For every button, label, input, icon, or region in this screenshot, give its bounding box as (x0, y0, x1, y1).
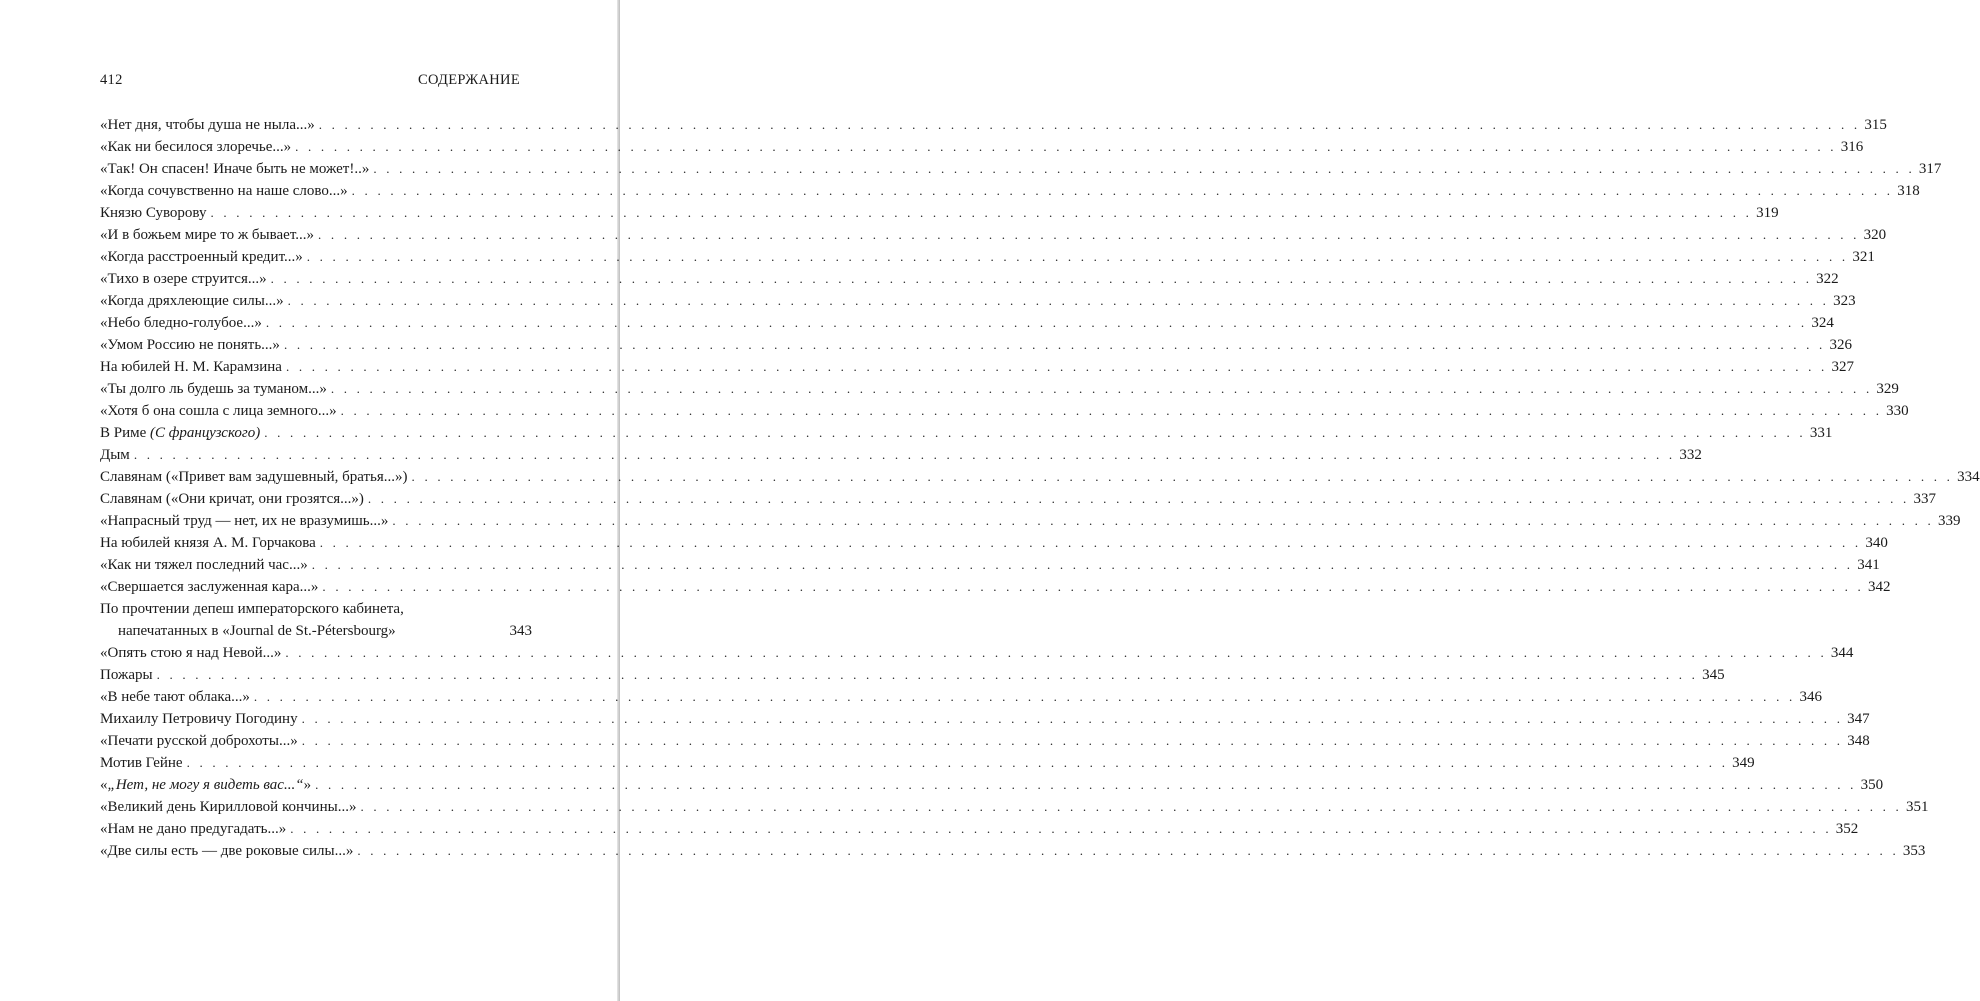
dot-leader: . . . . . . . . . . . . . . . . . . . . . . . . . . . . . . . . . . . . . . . . . . . . . . . . . . . . . . . . . . . . . . . . . . . . . . . . . . . . . . . . . . . . . . . . . . . . . . . . . . . . . . . . . . . . . . . . . . . . . . . . (392, 513, 1934, 528)
dot-leader: . . . . . . . . . . . . . . . . . . . . . . . . . . . . . . . . . . . . . . . . . . . . . . . . . . . . . . . . . . . . . . . . . . . . . . . . . . . . . . . . . . . . . . . . . . . . . . . . . . . . . . . . . . . . . . . . . . . . . . . . (306, 249, 1849, 264)
dot-leader: . . . . . . . . . . . . . . . . . . . . . . . . . . . . . . . . . . . . . . . . . . . . . . . . . . . . . . . . . . . . . . . . . . . . . . . . . . . . . . . . . . . . . . . . . . . . . . . . . . . . . . . . . . . . . . . . . . . . . . . . (322, 579, 1864, 594)
toc-entry (100, 532, 1888, 554)
toc-entry (100, 444, 1702, 466)
toc-entry-title (100, 510, 388, 532)
toc-entry-title (100, 224, 314, 246)
dot-leader: . . . . . . . . . . . . . . . . . . . . . . . . . . . . . . . . . . . . . . . . . . . . . . . . . . . . . . . . . . . . . . . . . . . . . . . . . . . . . . . . . . . . . . . . . . . . . . . . . . . . . . . . . . . . . . . . . . . . . . . . (318, 227, 1860, 242)
dot-leader: . . . . . . . . . . . . . . . . . . . . . . . . . . . . . . . . . . . . . . . . . . . . . . . . . . . . . . . . . . . . . . . . . . . . . . . . . . . . . . . . . . . . . . . . . . . . . . . . . . . . . . . . . . . . . . . . . . . . . . . . (285, 645, 1827, 660)
toc-entry-title (100, 202, 207, 224)
dot-leader: . . . . . . . . . . . . . . . . . . . . . . . . . . . . . . . . . . . . . . . . . . . . . . . . . . . . . . . . . . . . . . . . . . . . . . . . . . . . . . . . . . . . . . . . . . . . . . . . . . . . . . . . . . . . . . . . . . . . . . . . (264, 425, 1806, 440)
toc-title-italic: (С французского) (150, 425, 261, 441)
toc-page-number: 353 (1902, 843, 1926, 859)
toc-entry (100, 158, 1942, 180)
toc-page-number: 330 (1886, 403, 1909, 419)
toc-entry-title (100, 576, 318, 598)
toc-entry (100, 378, 1899, 400)
toc-page-number: 323 (1833, 293, 1856, 309)
dot-leader: . . . . . . . . . . . . . . . . . . . . . . . . . . . . . . . . . . . . . . . . . . . . . . . . . . . . . . . . . . . . . . . . . . . . . . . . . . . . . . . . . . . . . . . . . . . . . . . . . . . . . . . . . . . . . . . . . . . . . . . . (411, 469, 1954, 484)
toc-title-text: Дым (100, 447, 130, 463)
toc-title-text: «Так! Он спасен! Иначе быть не может!..» (100, 161, 370, 177)
dot-leader: . . . . . . . . . . . . . . . . . . . . . . . . . . . . . . . . . . . . . . . . . . . . . . . . . . . . . . . . . . . . . . . . . . . . . . . . . . . . . . . . . . . . . . . . . . . . . . . . . . . . . . . . . . . . . . . . . . . . . . . . (210, 205, 1753, 220)
toc-title-text: «Две силы есть — две роковые силы...» (100, 843, 354, 859)
toc-entry-title (100, 598, 404, 620)
dot-leader: . . . . . . . . . . . . . . . . . . . . . . . . . . . . . . . . . . . . . . . . . . . . . . . . . . . . . . . . . . . . . . . . . . . . . . . . . . . . . . . . . . . . . . . . . . . . . . . . . . . . . . . . . . . . . . . . . . . . . . . . (340, 403, 1883, 418)
dot-leader: . . . . . . . . . . . . . . . . . . . . . . . . . . . . . . . . . . . . . . . . . . . . . . . . . . . . . . . . . . . . . . . . . . . . . . . . . . . . . . . . . . . . . . . . . . . . . . . . . . . . . . . . . . . . . . . . . . . . . . . . (290, 821, 1832, 836)
toc-title-suffix: » (303, 777, 312, 793)
toc-entry-title (100, 334, 280, 356)
toc-page-number: 327 (1831, 359, 1855, 375)
toc-title-text: «Нам не дано предугадать...» (100, 821, 287, 837)
toc-page-number: 351 (1906, 799, 1929, 815)
toc-entry-title (100, 378, 327, 400)
toc-entry-title (100, 730, 298, 752)
toc-title-text: Князю Суворову (100, 205, 207, 221)
toc-entry (100, 774, 1884, 796)
toc-page-number: 316 (1840, 139, 1864, 155)
toc-entry-title (100, 268, 267, 290)
toc-entry (100, 136, 1864, 158)
toc-entry-title (100, 796, 356, 818)
toc-title-text: «Напрасный труд — нет, их не вразумишь...» (100, 513, 389, 529)
dot-leader: . . . . . . . . . . . . . . . . . . . . . . . . . . . . . . . . . . . . . . . . . . . . . . . . . . . . . . . . . . . . . . . . . . . . . . . . . . . . . . . . . . . . . . . . . . . . . . . . . . . . . . . . . . . . . . . . . . . . . . . . (253, 689, 1796, 704)
toc-entry (100, 576, 1891, 598)
toc-title-text: «Ты долго ль будешь за туманом...» (100, 381, 327, 397)
toc-page-number: 339 (1937, 513, 1961, 529)
dot-leader: . . . . . . . . . . . . . . . . . . . . . . . . . . . . . . . . . . . . . . . . . . . . . . . . . . . . . . . . . . . . . . . . . . . . . . . . . . . . . . . . . . . . . . . . . . . . . . . . . . . . . . . . . . . . . . . . . . . . . . . . (287, 293, 1830, 308)
toc-entry-title (100, 400, 337, 422)
toc-title-text: Славянам («Они кричат, они грозятся...») (100, 491, 364, 507)
toc-entry-title (100, 840, 353, 862)
toc-title-text: Михаилу Петровичу Погодину (100, 711, 298, 727)
toc-entry (100, 180, 1920, 202)
dot-leader: . . . . . . . . . . . . . . . . . . . . . . . . . . . . . . . . . . . . . . . . . . . . . . . . . . . . . . . . . . . . . . . . . . . . . . . . . . . . . . . . . . . . . . . . . . . . . . . . . . . . . . . . . . . . . . . . . . . . . . . . (265, 315, 1808, 330)
toc-entry-title (100, 642, 281, 664)
dot-leader: . . . . . . . . . . . . . . . . . . . . . . . . . . . . . . . . . . . . . . . . . . . . . . . . . . . . . . . . . . . . . . . . . . . . . . . . . . . . . . . . . . . . . . . . . . . . . . . . . . . . . . . . . . . . . . . . . . . . . . . . (283, 337, 1826, 352)
toc-page-number: 326 (1829, 337, 1852, 353)
toc-entry-title (100, 774, 311, 796)
toc-page-number: 349 (1732, 755, 1755, 771)
toc-entry (100, 730, 1870, 752)
toc-entry-continuation (100, 620, 532, 642)
toc-entry-title (100, 246, 303, 268)
toc-entry-title (100, 180, 348, 202)
toc-entry (100, 796, 1929, 818)
toc-entry (100, 554, 1880, 576)
toc-entry-title (100, 752, 183, 774)
toc-title-text: «Умом Россию не понять...» (100, 337, 280, 353)
toc-entry (100, 752, 1755, 774)
toc-entry (100, 598, 532, 620)
dot-leader: . . . . . . . . . . . . . . . . . . . . . . . . . . . . . . . . . . . . . . . . . . . . . . . . . . . . . . . . . . . . . . . . . . . . . . . . . . . . . . . . . . . . . . . . . . . . . . . . . . . . . . . . . . . . . . . . . . . . . . . . (301, 733, 1844, 748)
dot-leader: . . . . . . . . . . . . . . . . . . . . . . . . . . . . . . . . . . . . . . . . . . . . . . . . . . . . . . . . . . . . . . . . . . . . . . . . . . . . . . . . . . . . . . . . . . . . . . . . . . . . . . . . . . . . . . . . . . . . . . . . (295, 139, 1837, 154)
toc-title-text: «Свершается заслуженная кара...» (100, 579, 319, 595)
toc-entry (100, 488, 1936, 510)
dot-leader: . . . . . . . . . . . . . . . . . . . . . . . . . . . . . . . . . . . . . . . . . . . . . . . . . . . . . . . . . . . . . . . . . . . . . . . . . . . . . . . . . . . . . . . . . . . . . . . . . . . . . . . . . . . . . . . . . . . . . . . . (330, 381, 1873, 396)
dot-leader: . . . . . . . . . . . . . . . . . . . . . . . . . . . . . . . . . . . . . . . . . . . . . . . . . . . . . . . . . . . . . . . . . . . . . . . . . . . . . . . . . . . . . . . . . . . . . . . . . . . . . . . . . . . . . . . . . . . . . . . . (311, 557, 1854, 572)
dot-leader: . . . . . . . . . . . . . . . . . . . . . . . . . . . . . . . . . . . . . . . . . . . . . . . . . . . . . . . . . . . . . . . . . . . . . . . . . . . . . . . . . . . . . . . . . . . . . . . . . . . . . . . . . . . . . . . . . . . . . . . . (351, 183, 1894, 198)
toc-entry (100, 840, 1926, 862)
toc-entry-title (100, 444, 130, 466)
toc-page-number: 342 (1867, 579, 1891, 595)
dot-leader: . . . . . . . . . . . . . . . . . . . . . . . . . . . . . . . . . . . . . . . . . . . . . . . . . . . . . . . . . . . . . . . . . . . . . . . . . . . . . . . . . . . . . . . . . . . . . . . . . . . . . . . . . . . . . . . . . . . . . . . . (319, 535, 1862, 550)
toc-entry (100, 312, 1834, 334)
toc-entry-title (100, 312, 262, 334)
running-header (100, 72, 520, 89)
toc-title-text: На юбилей Н. М. Карамзина (100, 359, 282, 375)
toc-entry-title (100, 356, 282, 378)
toc-page-number: 332 (1679, 447, 1702, 463)
toc-title-text: «И в божьем мире то ж бывает...» (100, 227, 315, 243)
toc-page-number: 341 (1857, 557, 1880, 573)
toc-page-number: 345 (1702, 667, 1725, 683)
toc-page-number: 315 (1864, 117, 1887, 133)
dot-leader: . . . . . . . . . . . . . . . . . . . . . . . . . . . . . . . . . . . . . . . . . . . . . . . . . . . . . . . . . . . . . . . . . . . . . . . . . . . . . . . . . . . . . . . . . . . . . . . . . . . . . . . . . . . . . . . . . . . . . . . . (318, 117, 1861, 132)
toc-entry (100, 290, 1856, 312)
toc-entry (100, 202, 1779, 224)
toc-page-number: 343 (509, 623, 532, 639)
toc-entry (100, 268, 1839, 290)
toc-entry-title (100, 290, 284, 312)
toc-entry (100, 400, 1909, 422)
toc-entry (100, 708, 1870, 730)
toc-entry (100, 114, 1887, 136)
toc-page-number: 318 (1897, 183, 1920, 199)
page-number: 412 (100, 72, 123, 88)
toc-page-number: 334 (1957, 469, 1980, 485)
toc-title-text: « (100, 777, 108, 793)
toc-entry-title (100, 708, 298, 730)
toc-title-text: «Когда дряхлеющие силы...» (100, 293, 284, 309)
toc-entry-title (100, 136, 291, 158)
toc-entry-title (100, 532, 316, 554)
dot-leader: . . . . . . . . . . . . . . . . . . . . . . . . . . . . . . . . . . . . . . . . . . . . . . . . . . . . . . . . . . . . . . . . . . . . . . . . . . . . . . . . . . . . . . . . . . . . . . . . . . . . . . . . . . . . . . . . . . . . . . . . (315, 777, 1857, 792)
toc-title-text: Пожары (100, 667, 153, 683)
toc-title-italic: „Нет, не могу я видеть вас...“ (107, 777, 304, 793)
toc-title-text: «Когда сочувственно на наше слово...» (100, 183, 348, 199)
toc-entry (100, 246, 1875, 268)
toc-page-number: 346 (1799, 689, 1822, 705)
toc-title-text: «Как ни бесилося злоречье...» (100, 139, 292, 155)
toc-entry-title (100, 686, 250, 708)
toc-page-number: 331 (1809, 425, 1833, 441)
toc-entry (100, 466, 1980, 488)
toc-page-number: 350 (1860, 777, 1884, 793)
toc-entry-title (100, 422, 260, 444)
dot-leader: . . . . . . . . . . . . . . . . . . . . . . . . . . . . . . . . . . . . . . . . . . . . . . . . . . . . . . . . . . . . . . . . . . . . . . . . . . . . . . . . . . . . . . . . . . . . . . . . . . . . . . . . . . . . . . . . . . . . . . . . (133, 447, 1676, 462)
dot-leader: . . . . . . . . . . . . . . . . . . . . . . . . . . . . . . . . . . . . . . . . . . . . . . . . . . . . . . . . . . . . . . . . . . . . . . . . . . . . . . . . . . . . . . . . . . . . . . . . . . . . . . . . . . . . . . . . . . . . . . . . (357, 843, 1899, 858)
toc-entry (100, 664, 1725, 686)
section-title: СОДЕРЖАНИЕ (418, 72, 520, 88)
toc-title-text: «Как ни тяжел последний час...» (100, 557, 308, 573)
toc-title-text: По прочтении депеш императорского кабинета, (100, 601, 404, 617)
toc-page-number: 322 (1816, 271, 1839, 287)
toc-title-text: «Когда расстроенный кредит...» (100, 249, 303, 265)
toc-title-text: «Тихо в озере струится...» (100, 271, 267, 287)
dot-leader: . . . . . . . . . . . . . . . . . . . . . . . . . . . . . . . . . . . . . . . . . . . . . . . . . . . . . . . . . . . . . . . . . . . . . . . . . . . . . . . . . . . . . . . . . . . . . . . . . . . . . . . . . . . . . . . . . . . . . . . . (285, 359, 1828, 374)
toc-title-text: В Риме (100, 425, 147, 441)
toc-title-text: «Хотя б она сошла с лица земного...» (100, 403, 337, 419)
toc-title-text: «В небе тают облака...» (100, 689, 250, 705)
toc-title-text: «Нет дня, чтобы душа не ныла...» (100, 117, 315, 133)
toc-page-number: 319 (1756, 205, 1779, 221)
toc-page-number: 344 (1830, 645, 1854, 661)
toc-entry-title (100, 818, 286, 840)
toc-entry (100, 334, 1852, 356)
toc-entry (100, 686, 1822, 708)
toc-title-text: Мотив Гейне (100, 755, 183, 771)
toc-title-text: «Печати русской доброхоты...» (100, 733, 298, 749)
toc-page-number: 317 (1918, 161, 1942, 177)
toc-entry-title (100, 158, 369, 180)
toc-entry (100, 422, 1833, 444)
toc-page-number: 337 (1913, 491, 1936, 507)
toc-title-continuation: напечатанных в «Journal de St.-Pétersbourg» (118, 623, 396, 639)
toc-entry (100, 224, 1887, 246)
toc-page-number: 348 (1847, 733, 1870, 749)
toc-title-text: «Великий день Кирилловой кончины...» (100, 799, 357, 815)
toc-page-number: 352 (1835, 821, 1859, 837)
toc-page-number: 340 (1865, 535, 1888, 551)
dot-leader: . . . . . . . . . . . . . . . . . . . . . . . . . . . . . . . . . . . . . . . . . . . . . . . . . . . . . . . . . . . . . . . . . . . . . . . . . . . . . . . . . . . . . . . . . . . . . . . . . . . . . . . . . . . . . . . . . . . . . . . . (373, 161, 1915, 176)
toc-title-text: На юбилей князя А. М. Горчакова (100, 535, 316, 551)
toc-entry (100, 642, 1854, 664)
toc-title-text: «Опять стою я над Невой...» (100, 645, 282, 661)
dot-leader: . . . . . . . . . . . . . . . . . . . . . . . . . . . . . . . . . . . . . . . . . . . . . . . . . . . . . . . . . . . . . . . . . . . . . . . . . . . . . . . . . . . . . . . . . . . . . . . . . . . . . . . . . . . . . . . . . . . . . . . . (186, 755, 1729, 770)
toc-entry (100, 356, 1855, 378)
toc-entry (100, 818, 1859, 840)
toc-entry-title (100, 488, 364, 510)
toc-entry (100, 510, 1961, 532)
dot-leader: . . . . . . . . . . . . . . . . . . . . . . . . . . . . . . . . . . . . . . . . . . . . . . . . . . . . . . . . . . . . . . . . . . . . . . . . . . . . . . . . . . . . . . . . . . . . . . . . . . . . . . . . . . . . . . . . . . . . . . . . (156, 667, 1699, 682)
toc-page-number: 324 (1811, 315, 1834, 331)
toc-entry-title (100, 114, 315, 136)
dot-leader: . . . . . . . . . . . . . . . . . . . . . . . . . . . . . . . . . . . . . . . . . . . . . . . . . . . . . . . . . . . . . . . . . . . . . . . . . . . . . . . . . . . . . . . . . . . . . . . . . . . . . . . . . . . . . . . . . . . . . . . . (367, 491, 1910, 506)
toc-entry-title (100, 554, 308, 576)
toc-page-number: 321 (1852, 249, 1875, 265)
toc-entry-title (100, 664, 153, 686)
toc-entry-title (100, 466, 408, 488)
dot-leader: . . . . . . . . . . . . . . . . . . . . . . . . . . . . . . . . . . . . . . . . . . . . . . . . . . . . . . . . . . . . . . . . . . . . . . . . . . . . . . . . . . . . . . . . . . . . . . . . . . . . . . . . . . . . . . . . . . . . . . . . (301, 711, 1844, 726)
dot-leader: . . . . . . . . . . . . . . . . . . . . . . . . . . . . . . . . . . . . . . . . . . . . . . . . . . . . . . . . . . . . . . . . . . . . . . . . . . . . . . . . . . . . . . . . . . . . . . . . . . . . . . . . . . . . . . . . . . . . . . . . (270, 271, 1813, 286)
toc-title-text: «Небо бледно-голубое...» (100, 315, 262, 331)
table-of-contents (100, 114, 1980, 862)
dot-leader: . . . . . . . . . . . . . . . . . . . . . . . . . . . . . . . . . . . . . . . . . . . . . . . . . . . . . . . . . . . . . . . . . . . . . . . . . . . . . . . . . . . . . . . . . . . . . . . . . . . . . . . . . . . . . . . . . . . . . . . . (360, 799, 1903, 814)
toc-page-number: 329 (1876, 381, 1899, 397)
toc-title-text: Славянам («Привет вам задушевный, братья...») (100, 469, 408, 485)
toc-page-number: 347 (1847, 711, 1870, 727)
toc-page-number: 320 (1863, 227, 1887, 243)
